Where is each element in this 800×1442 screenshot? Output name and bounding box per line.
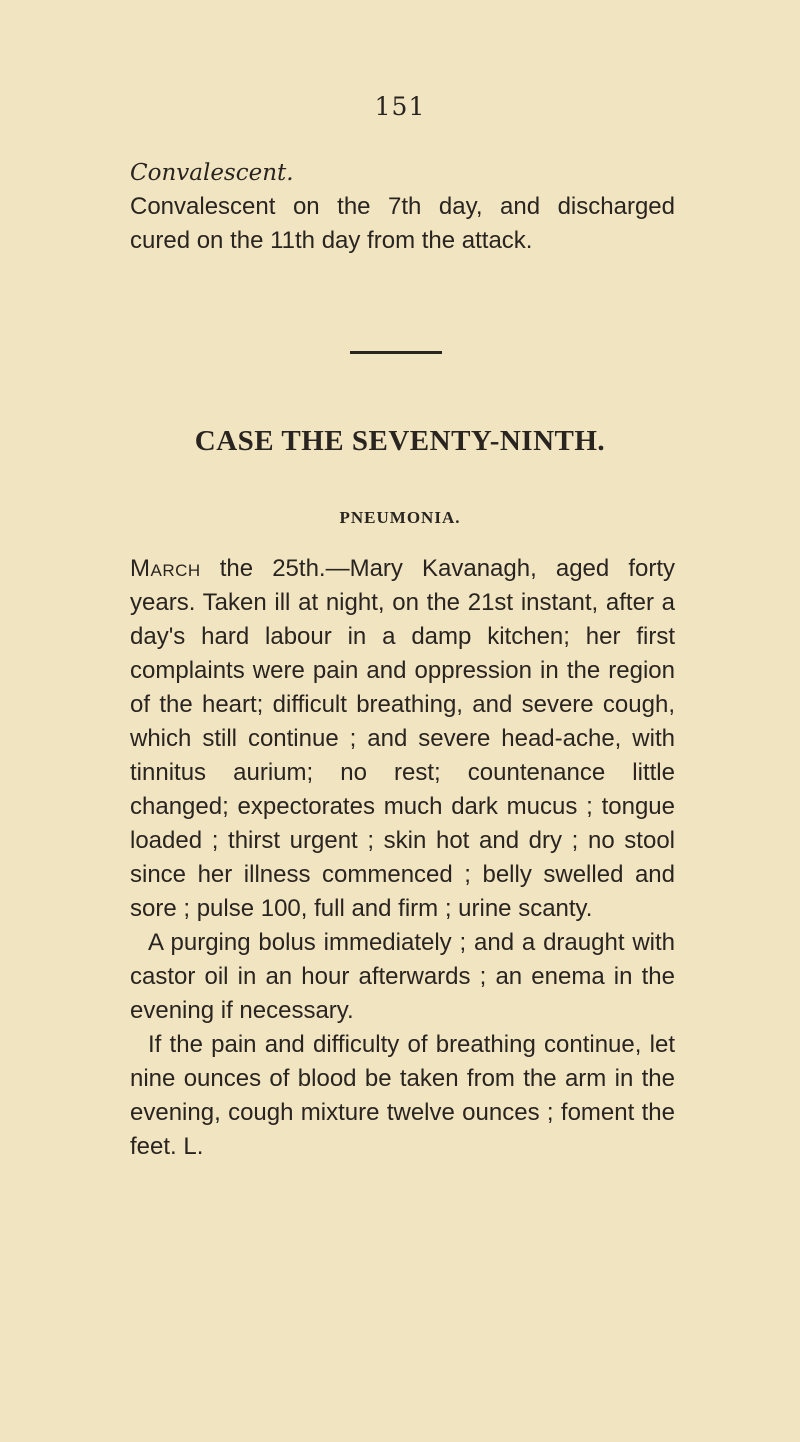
page-number: 151 [374, 92, 426, 121]
convalescent-paragraph: Convalescent on the 7th day, and discharged cured on the 11th day from the attack. [130, 193, 675, 254]
case-subtitle: PNEUMONIA. [339, 508, 461, 527]
case-paragraph-2: A purging bolus immediately ; and a draught with castor oil in an hour afterwards ; an enema in the evening if necessary. [130, 929, 675, 1024]
convalescent-section [130, 190, 675, 258]
section-divider [350, 351, 442, 354]
paragraph-lead-word: March [130, 555, 201, 582]
case-body [130, 552, 675, 1164]
case-paragraph-3: If the pain and difficulty of breathing continue, let nine ounces of blood be taken from the arm in the evening, cough mixture twelve ounces ; foment the feet. L. [130, 1031, 675, 1160]
case-title: CASE THE SEVENTY-NINTH. [194, 425, 606, 457]
case-paragraph-1 [130, 552, 675, 926]
paragraph-1-text: the 25th.—Mary Kavanagh, aged forty years. Taken ill at night, on the 21st instant, after a day's hard labour in a damp kitchen; her first complaints were pain and oppression in the region of the heart; difficult breathing, and severe cough, which still continue ; and severe head-ache, with tinnitus aurium; no rest; countenance little changed; expectorates much dark mucus ; tongue loaded ; thirst urgent ; skin hot and dry ; no stool since her illness commenced ; belly swelled and sore ; pulse 100, full and firm ; urine scanty. [130, 555, 675, 922]
convalescent-heading: Convalescent. [130, 160, 294, 186]
